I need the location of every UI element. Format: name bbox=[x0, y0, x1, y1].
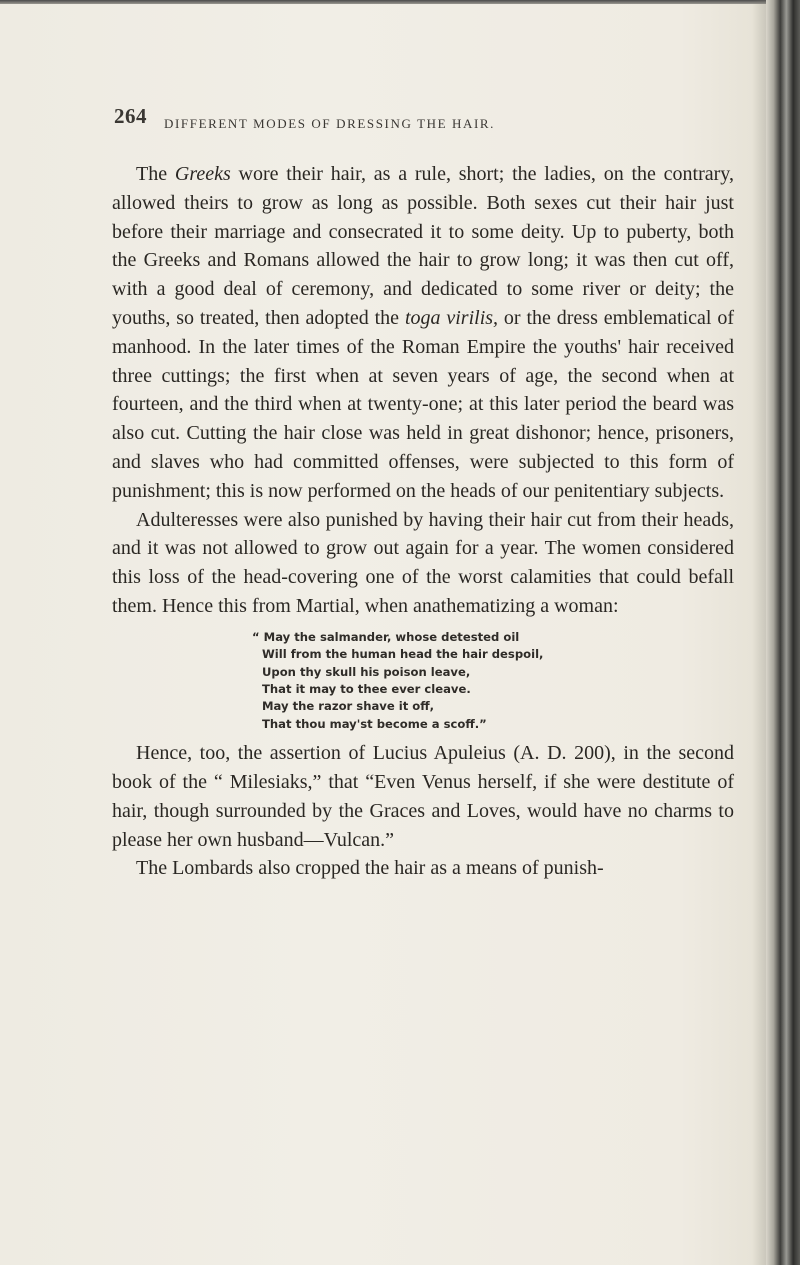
page-number: 264 bbox=[114, 104, 147, 128]
binding-shadow bbox=[752, 0, 766, 1265]
paragraph-lombards: The Lombards also cropped the hair as a means of punish- bbox=[136, 857, 604, 880]
poem-line: Will from the human head the hair despoil, bbox=[262, 647, 544, 662]
paragraph-greeks-part-e: or the dress emblematical of manhood. In the later times of the Roman Empire the youths' hair received three cuttings; the first when at seven years of age, the second when at fourteen, and the third when at twenty-one; at this later period the beard was also cut. Cutting the hair close was held in great dishonor; hence, prisoners, and slaves who had committed offenses, were subjected to this form of punishment; this is now performed on the heads of our penitentiary subjects. bbox=[112, 306, 734, 502]
term-toga-virilis: toga virilis, bbox=[404, 306, 499, 329]
paragraph-greeks-part-c: wore their hair, as a rule, short; the ladies, on the contrary, allowed theirs to grow as long as possible. Both sexes cut their hair just before their marriage and consecrated it to some deity. Up to puberty, both the Greeks and Romans allowed the hair to grow long; it was then cut off, with a good deal of ceremony, and dedicated to some river or deity; the youths, so treated, then adopted the bbox=[112, 163, 735, 329]
body-text bbox=[112, 160, 734, 883]
page-top-edge bbox=[0, 0, 800, 4]
poem-line: Upon thy skull his poison leave, bbox=[262, 664, 471, 679]
martial-poem bbox=[252, 629, 734, 733]
paragraph-apuleius: Hence, too, the assertion of Lucius Apuleius (A. D. 200), in the second book of the “ Milesiaks,” that “Even Venus herself, if she were destitute of hair, though surrounded by the Graces and Loves, would have no charms to please her own husband—Vulcan.” bbox=[112, 742, 734, 851]
poem-line: May the razor shave it off, bbox=[262, 699, 435, 714]
book-binding-edge bbox=[766, 0, 800, 1265]
paragraph-greeks bbox=[112, 160, 734, 506]
poem-line: “ May the salmander, whose detested oil bbox=[252, 629, 520, 644]
paragraph-adulteresses: Adulteresses were also punished by having their hair cut from their heads, and it was not allowed to grow out again for a year. The women considered this loss of the head-covering one of the worst calamities that could befall them. Hence this from Martial, when anathematizing a woman: bbox=[112, 508, 734, 617]
running-head: DIFFERENT MODES OF DRESSING THE HAIR. bbox=[164, 116, 496, 131]
paragraph-greeks-part-a: The bbox=[136, 163, 175, 185]
page-header bbox=[114, 104, 734, 138]
poem-line: That it may to thee ever cleave. bbox=[262, 681, 471, 696]
term-greeks: Greeks bbox=[174, 163, 231, 185]
poem-line: That thou may'st become a scoff.” bbox=[262, 716, 487, 731]
